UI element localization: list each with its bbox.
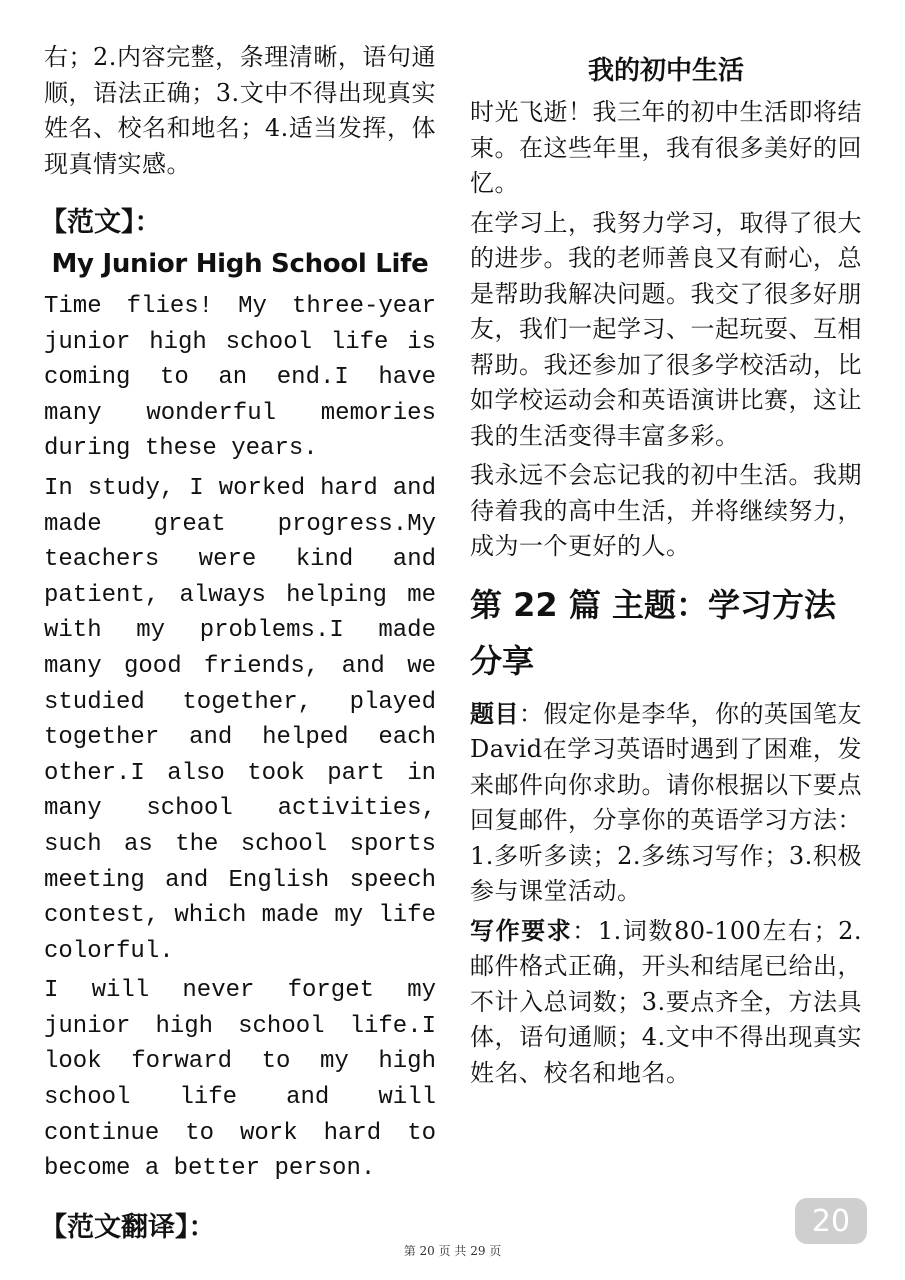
essay-paragraph-3: I will never forget my junior high school life.I look forward to my high school life and will continue to work hard to become a better person.: [44, 977, 436, 1183]
topic-paragraph: [470, 697, 862, 910]
writing-requirements: [470, 914, 862, 1092]
requirements-label: 写作要求: [470, 916, 573, 945]
essay-paragraph-2: In study, I worked hard and made great progress.My teachers were kind and patient, always helping me with my problems.I made many good friends, and we studied together, played together and helped each other.I also took part in many school activities, such as the school sports meeting and English speech contest, which made my life colorful.: [44, 474, 436, 965]
page-footer: 第 20 页 共 29 页: [403, 1244, 502, 1258]
left-column: [40, 40, 436, 1252]
right-column: [470, 40, 862, 1095]
page-number-badge: 20: [795, 1198, 867, 1244]
requirements-text: ：1.词数80-100左右；2.邮件格式正确，开头和结尾已给出，不计入总词数；3.要点齐全，方法具体，语句通顺；4.文中不得出现真实姓名、校名和地名。: [470, 916, 863, 1087]
translation-title: 我的初中生活: [587, 56, 744, 86]
topic-label: 题目: [470, 699, 519, 728]
essay-paragraph-1: Time flies! My three-year junior high school life is coming to an end.I have many wonderful memories during these years.: [44, 293, 436, 463]
section-title: 第 22 篇 主题：学习方法分享: [470, 585, 836, 680]
model-essay-heading: 【范文】：: [40, 207, 162, 238]
requirements-continued: 右；2.内容完整，条理清晰，语句通顺，语法正确；3.文中不得出现真实姓名、校名和地名；4.适当发挥，体现真情实感。: [44, 43, 436, 178]
translation-paragraph-1: 时光飞逝！我三年的初中生活即将结束。在这些年里，我有很多美好的回忆。: [470, 98, 862, 197]
translation-heading: 【范文翻译】：: [40, 1211, 216, 1243]
essay-title: My Junior High School Life: [51, 249, 429, 279]
translation-paragraph-3: 我永远不会忘记我的初中生活。我期待着我的高中生活，并将继续努力，成为一个更好的人。: [470, 461, 862, 560]
topic-text: ：假定你是李华，你的英国笔友David在学习英语时遇到了困难，发来邮件向你求助。请你根据以下要点回复邮件，分享你的英语学习方法：1.多听多读；2.多练习写作；3.积极参与课堂活动。: [470, 699, 862, 905]
translation-paragraph-2: 在学习上，我努力学习，取得了很大的进步。我的老师善良又有耐心，总是帮助我解决问题。我交了很多好朋友，我们一起学习、一起玩耍、互相帮助。我还参加了很多学校活动，比如学校运动会和英语演讲比赛，这让我的生活变得丰富多彩。: [470, 208, 862, 450]
